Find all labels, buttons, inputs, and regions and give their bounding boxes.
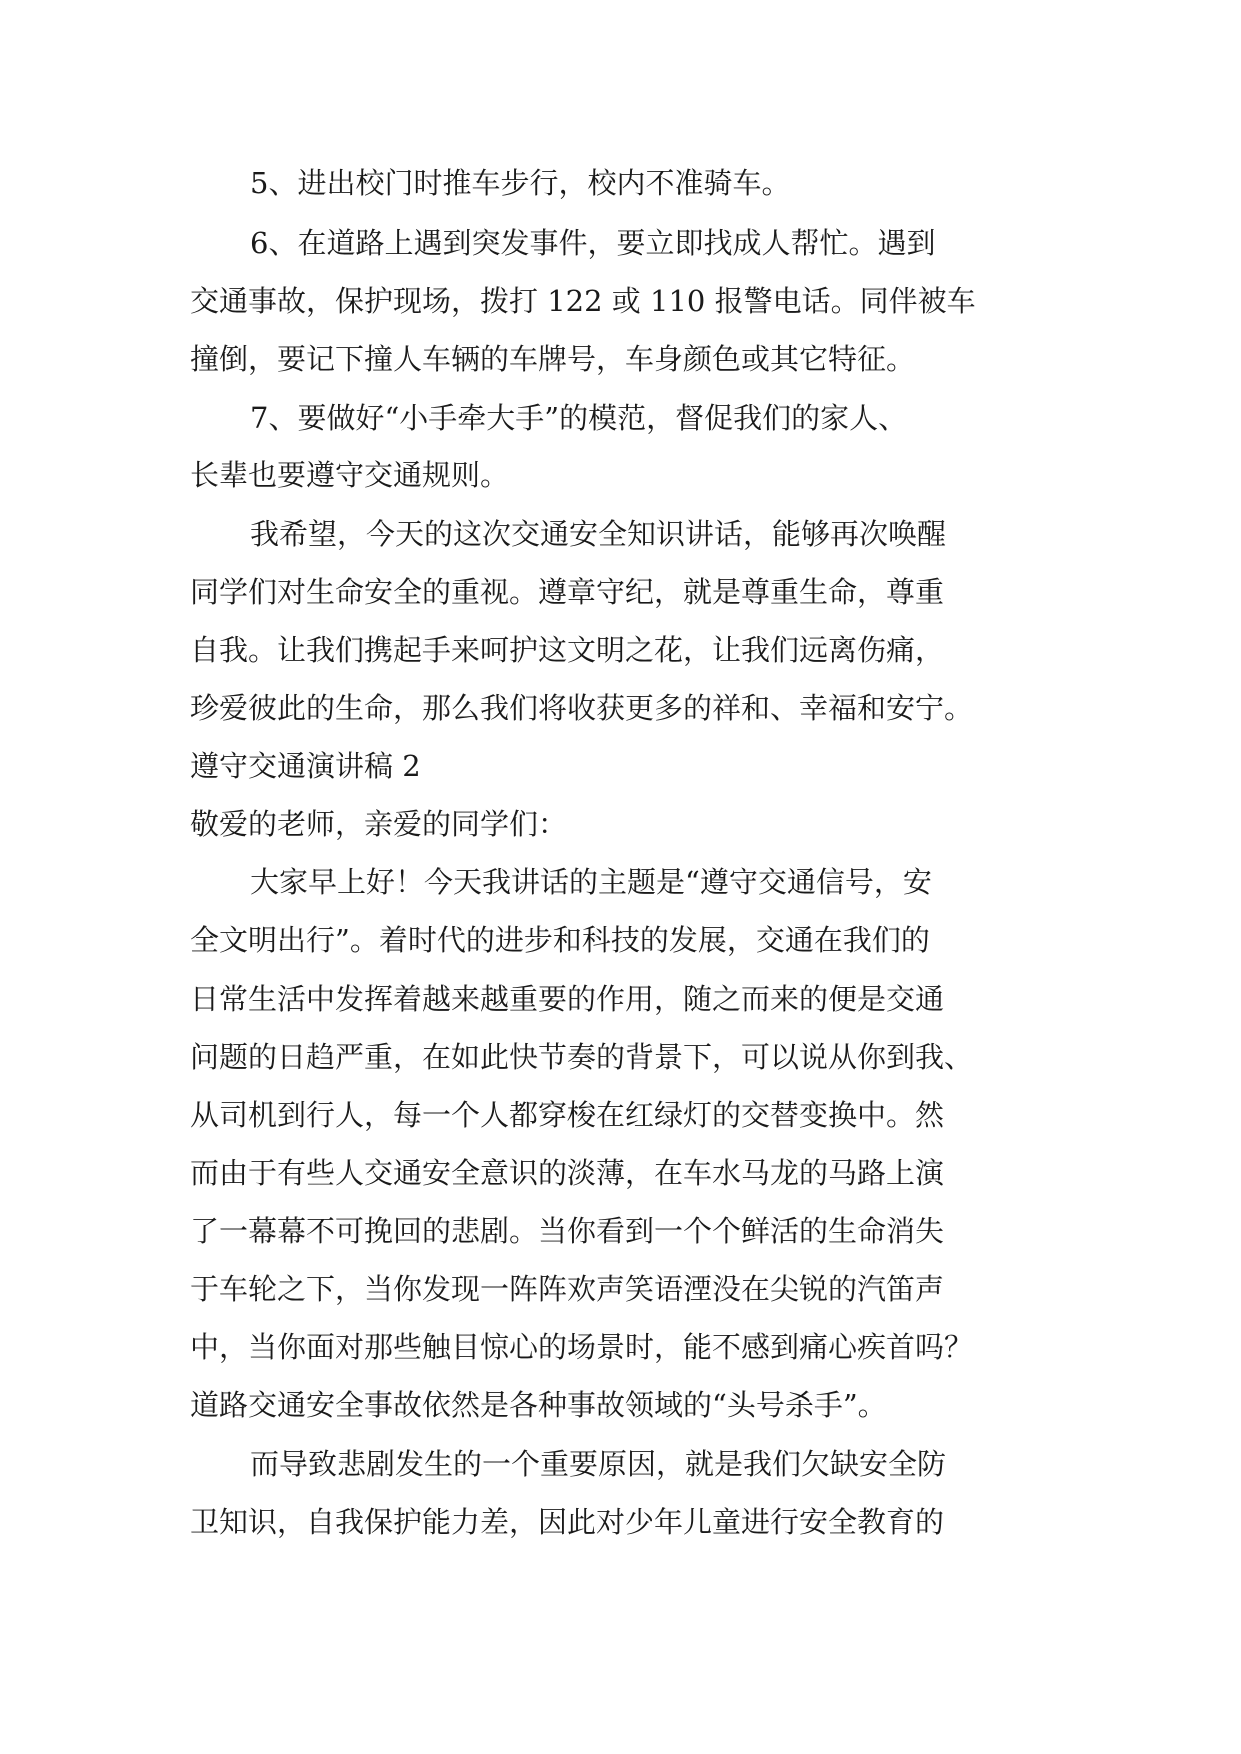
paragraph-line: 中，当你面对那些触目惊心的场景时，能不感到痛心疾首吗？: [190, 1330, 974, 1364]
paragraph-line: 长辈也要遵守交通规则。: [190, 458, 510, 492]
paragraph-line: 撞倒，要记下撞人车辆的车牌号，车身颜色或其它特征。: [190, 342, 916, 376]
paragraph-line: 而导致悲剧发生的一个重要原因，就是我们欠缺安全防: [250, 1447, 947, 1481]
paragraph-line: 自我。让我们携起手来呵护这文明之花，让我们远离伤痛，: [190, 633, 945, 667]
paragraph-line: 道路交通安全事故依然是各种事故领域的“头号杀手”。: [190, 1388, 887, 1422]
paragraph-line: 大家早上好！今天我讲话的主题是“遵守交通信号，安: [250, 865, 932, 899]
paragraph-line: 而由于有些人交通安全意识的淡薄，在车水马龙的马路上演: [190, 1156, 945, 1190]
paragraph-line: 5、进出校门时推车步行，校内不准骑车。: [250, 166, 791, 200]
paragraph-line: 了一幕幕不可挽回的悲剧。当你看到一个个鲜活的生命消失: [190, 1214, 945, 1248]
paragraph-line: 全文明出行”。着时代的进步和科技的发展，交通在我们的: [190, 923, 930, 957]
paragraph-line: 从司机到行人，每一个人都穿梭在红绿灯的交替变换中。然: [190, 1098, 945, 1132]
salutation: 敬爱的老师，亲爱的同学们：: [190, 807, 568, 841]
paragraph-line: 珍爱彼此的生命，那么我们将收获更多的祥和、幸福和安宁。: [190, 691, 974, 725]
paragraph-line: 日常生活中发挥着越来越重要的作用，随之而来的便是交通: [190, 982, 945, 1016]
paragraph-line: 同学们对生命安全的重视。遵章守纪，就是尊重生命，尊重: [190, 575, 945, 609]
paragraph-line: 问题的日趋严重，在如此快节奏的背景下，可以说从你到我、: [190, 1040, 974, 1074]
section-heading: 遵守交通演讲稿 2: [190, 749, 421, 783]
paragraph-line: 交通事故，保护现场，拨打 122 或 110 报警电话。同伴被车: [190, 284, 976, 318]
paragraph-line: 于车轮之下，当你发现一阵阵欢声笑语湮没在尖锐的汽笛声: [190, 1272, 945, 1306]
paragraph-line: 6、在道路上遇到突发事件，要立即找成人帮忙。遇到: [250, 226, 936, 260]
paragraph-line: 我希望，今天的这次交通安全知识讲话，能够再次唤醒: [250, 517, 947, 551]
paragraph-line: 7、要做好“小手牵大手”的模范，督促我们的家人、: [250, 401, 908, 435]
paragraph-line: 卫知识，自我保护能力差，因此对少年儿童进行安全教育的: [190, 1505, 945, 1539]
